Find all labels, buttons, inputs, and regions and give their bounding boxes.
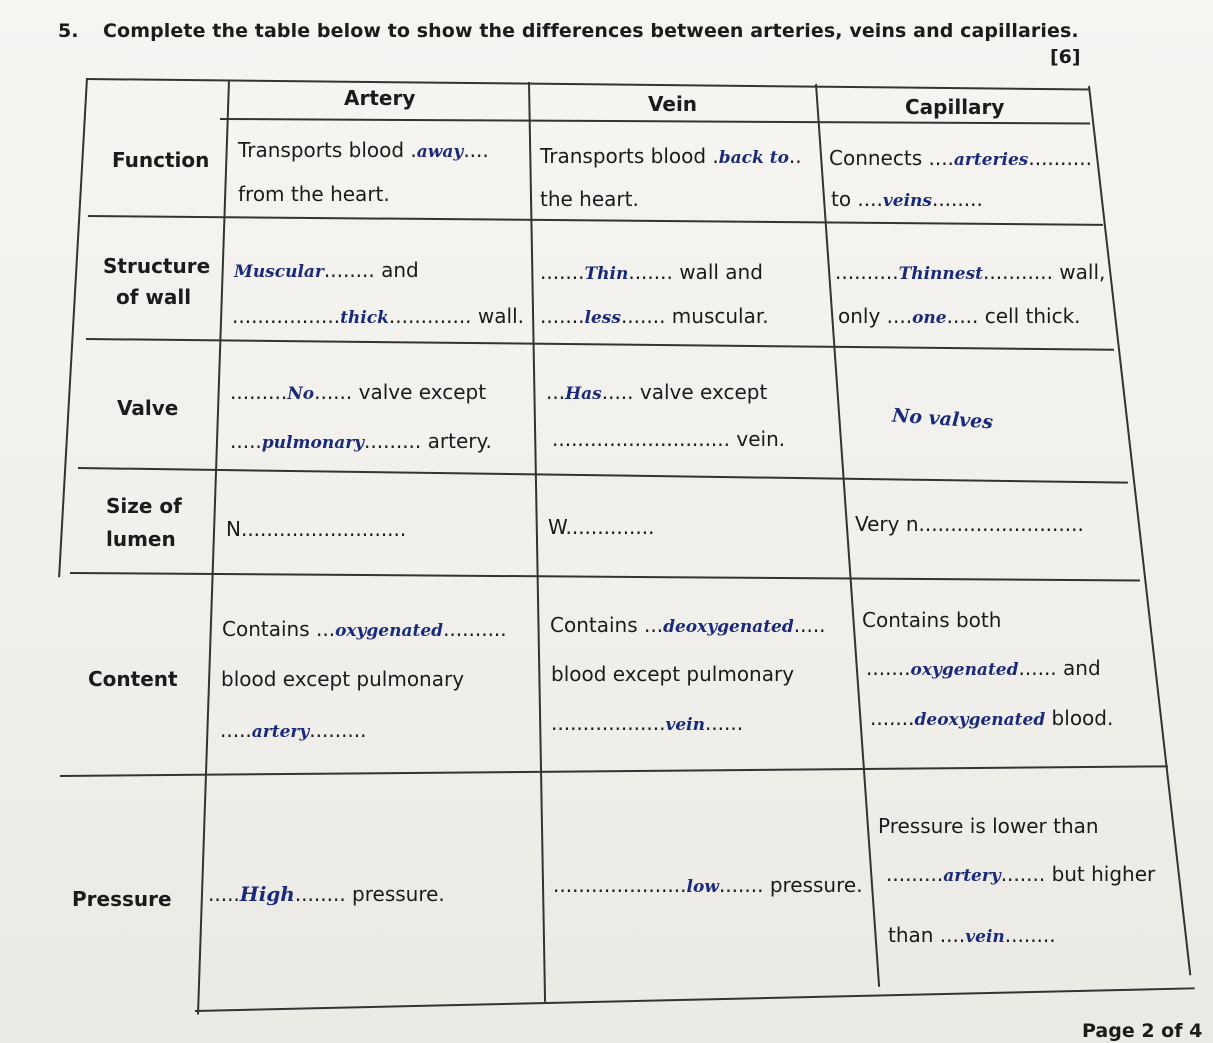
text-fragment: only .... xyxy=(838,304,913,328)
row-label-valve: Valve xyxy=(117,396,179,420)
text-fragment: .......... xyxy=(835,260,899,284)
content-capillary-line1: Contains both xyxy=(862,608,1002,632)
text-fragment: blood. xyxy=(1045,706,1114,730)
text-fragment: ... xyxy=(546,380,566,404)
text-fragment: Contains ... xyxy=(222,617,336,641)
question-text: Complete the table below to show the differences between arteries, veins and capillaries. xyxy=(103,20,1079,42)
text-fragment: ....... muscular. xyxy=(620,304,769,328)
function-artery-line1 xyxy=(238,138,489,162)
grid-v-right xyxy=(1088,86,1191,975)
content-vein-line2: blood except pulmonary xyxy=(551,662,795,686)
grid-top xyxy=(86,78,1090,91)
structure-artery-line1 xyxy=(234,258,419,282)
valve-artery-line2 xyxy=(230,429,492,453)
text-fragment: ..... xyxy=(793,613,826,637)
handwritten-answer: deoxygenated xyxy=(663,617,794,637)
text-fragment: ........ xyxy=(1004,923,1056,947)
handwritten-answer: oxygenated xyxy=(335,621,444,641)
text-fragment: ..... xyxy=(230,429,262,453)
text-fragment: ......... xyxy=(886,862,944,886)
handwritten-answer: away xyxy=(416,142,464,162)
text-fragment: ......... artery. xyxy=(364,429,492,453)
text-fragment: ............. wall. xyxy=(388,304,524,328)
pressure-capillary-line2 xyxy=(886,862,1155,886)
grid-h-2 xyxy=(86,338,1114,351)
content-artery-line2: blood except pulmonary xyxy=(221,667,465,691)
handwritten-answer: vein xyxy=(665,715,705,735)
text-fragment: Transports blood . xyxy=(238,138,417,162)
text-fragment: ..... xyxy=(220,718,252,742)
handwritten-answer: pulmonary xyxy=(261,433,365,453)
function-artery-line2: from the heart. xyxy=(238,182,390,206)
text-fragment: ....... pressure. xyxy=(718,873,863,897)
text-fragment: .................. xyxy=(551,711,666,735)
grid-h-4 xyxy=(70,572,1140,581)
handwritten-answer: back to xyxy=(718,148,789,168)
row-label-pressure: Pressure xyxy=(72,887,172,911)
row-label-structure: Structure xyxy=(103,254,211,278)
text-fragment: ........ xyxy=(931,187,983,211)
grid-h-1 xyxy=(88,215,1103,226)
row-label-function: Function xyxy=(112,148,210,172)
valve-artery-line1 xyxy=(230,380,486,404)
text-fragment: ....... xyxy=(540,304,585,328)
handwritten-answer: artery xyxy=(251,722,310,742)
handwritten-answer: High xyxy=(239,882,295,906)
grid-v-label xyxy=(197,80,230,1015)
text-fragment: ....... xyxy=(870,706,915,730)
handwritten-answer: less xyxy=(584,308,621,328)
text-fragment: ...... xyxy=(704,711,744,735)
text-fragment: .......... xyxy=(1028,146,1092,170)
question-marks: [6] xyxy=(1050,46,1081,68)
content-vein-line1 xyxy=(550,613,826,637)
structure-vein-line2 xyxy=(540,304,769,328)
text-fragment: ........ and xyxy=(323,258,419,282)
row-label-content: Content xyxy=(88,667,178,691)
page-footer: Page 2 of 4 xyxy=(1082,1020,1203,1042)
function-capillary-line2 xyxy=(831,187,983,211)
text-fragment: ................. xyxy=(232,304,341,328)
handwritten-answer: artery xyxy=(943,866,1001,886)
content-capillary-line2 xyxy=(866,656,1101,680)
header-artery: Artery xyxy=(344,86,416,110)
valve-vein-line1 xyxy=(546,380,767,404)
function-capillary-line1 xyxy=(829,146,1092,170)
lumen-capillary: Very n.......................... xyxy=(855,512,1084,536)
row-label-lumen: lumen xyxy=(106,527,176,551)
text-fragment: ..................... xyxy=(553,873,687,897)
grid-h-3 xyxy=(78,467,1128,484)
structure-capillary-line2 xyxy=(838,304,1081,328)
row-label-of-wall: of wall xyxy=(116,285,192,309)
text-fragment: ......... xyxy=(309,718,367,742)
content-vein-line3 xyxy=(551,711,743,735)
pressure-vein xyxy=(553,873,863,897)
valve-vein-line2: ............................ vein. xyxy=(552,427,786,451)
text-fragment: ....... xyxy=(866,656,911,680)
header-capillary: Capillary xyxy=(905,95,1005,119)
handwritten-answer: Has xyxy=(565,384,602,404)
text-fragment: ........... wall, xyxy=(983,260,1106,284)
grid-bottom xyxy=(195,987,1195,1012)
function-vein-line1 xyxy=(540,144,802,168)
handwritten-answer: vein xyxy=(965,927,1005,947)
handwritten-answer: one xyxy=(912,308,947,328)
text-fragment: to .... xyxy=(831,187,883,211)
text-fragment: .... xyxy=(463,138,489,162)
structure-vein-line1 xyxy=(540,260,763,284)
question-number: 5. xyxy=(58,20,79,42)
text-fragment: .. xyxy=(788,144,802,168)
text-fragment: Connects .... xyxy=(829,146,954,170)
pressure-artery xyxy=(208,882,445,906)
grid-v-left xyxy=(58,78,88,577)
handwritten-answer: No xyxy=(287,384,315,404)
text-fragment: ...... and xyxy=(1018,656,1101,680)
handwritten-answer: Thinnest xyxy=(898,264,984,284)
handwritten-answer: deoxygenated xyxy=(914,710,1046,730)
grid-h-5 xyxy=(60,765,1168,777)
text-fragment: ....... but higher xyxy=(1000,862,1156,886)
handwritten-answer: Muscular xyxy=(234,262,324,282)
text-fragment: ....... xyxy=(540,260,585,284)
text-fragment: than .... xyxy=(888,923,966,947)
text-fragment: ........ pressure. xyxy=(294,882,445,906)
text-fragment: ..... cell thick. xyxy=(946,304,1081,328)
content-artery-line3 xyxy=(220,718,367,742)
text-fragment: ..... xyxy=(208,882,240,906)
text-fragment: Transports blood . xyxy=(540,144,719,168)
structure-artery-line2 xyxy=(232,304,524,328)
pressure-capillary-line3 xyxy=(888,923,1056,947)
text-fragment: ......... xyxy=(230,380,288,404)
lumen-artery: N.......................... xyxy=(226,517,407,541)
lumen-vein: W.............. xyxy=(548,515,655,539)
text-fragment: ...... valve except xyxy=(314,380,487,404)
text-fragment: ....... wall and xyxy=(628,260,763,284)
handwritten-answer: oxygenated xyxy=(910,660,1019,680)
text-fragment: ..... valve except xyxy=(601,380,768,404)
text-fragment: Contains ... xyxy=(550,613,664,637)
handwritten-answer: Thin xyxy=(584,264,629,284)
handwritten-answer: arteries xyxy=(953,150,1029,170)
handwritten-answer: veins xyxy=(882,191,932,211)
content-artery-line1 xyxy=(222,617,507,641)
handwritten-answer: thick xyxy=(340,308,389,328)
handwritten-answer-capillary-valve: No valves xyxy=(891,404,994,434)
pressure-capillary-line1: Pressure is lower than xyxy=(878,814,1099,838)
handwritten-answer: low xyxy=(686,877,719,897)
structure-capillary-line1 xyxy=(835,260,1105,284)
content-capillary-line3 xyxy=(870,706,1113,730)
header-vein: Vein xyxy=(648,92,698,116)
row-label-size-of: Size of xyxy=(106,494,182,518)
function-vein-line2: the heart. xyxy=(540,187,639,211)
text-fragment: .......... xyxy=(443,617,507,641)
